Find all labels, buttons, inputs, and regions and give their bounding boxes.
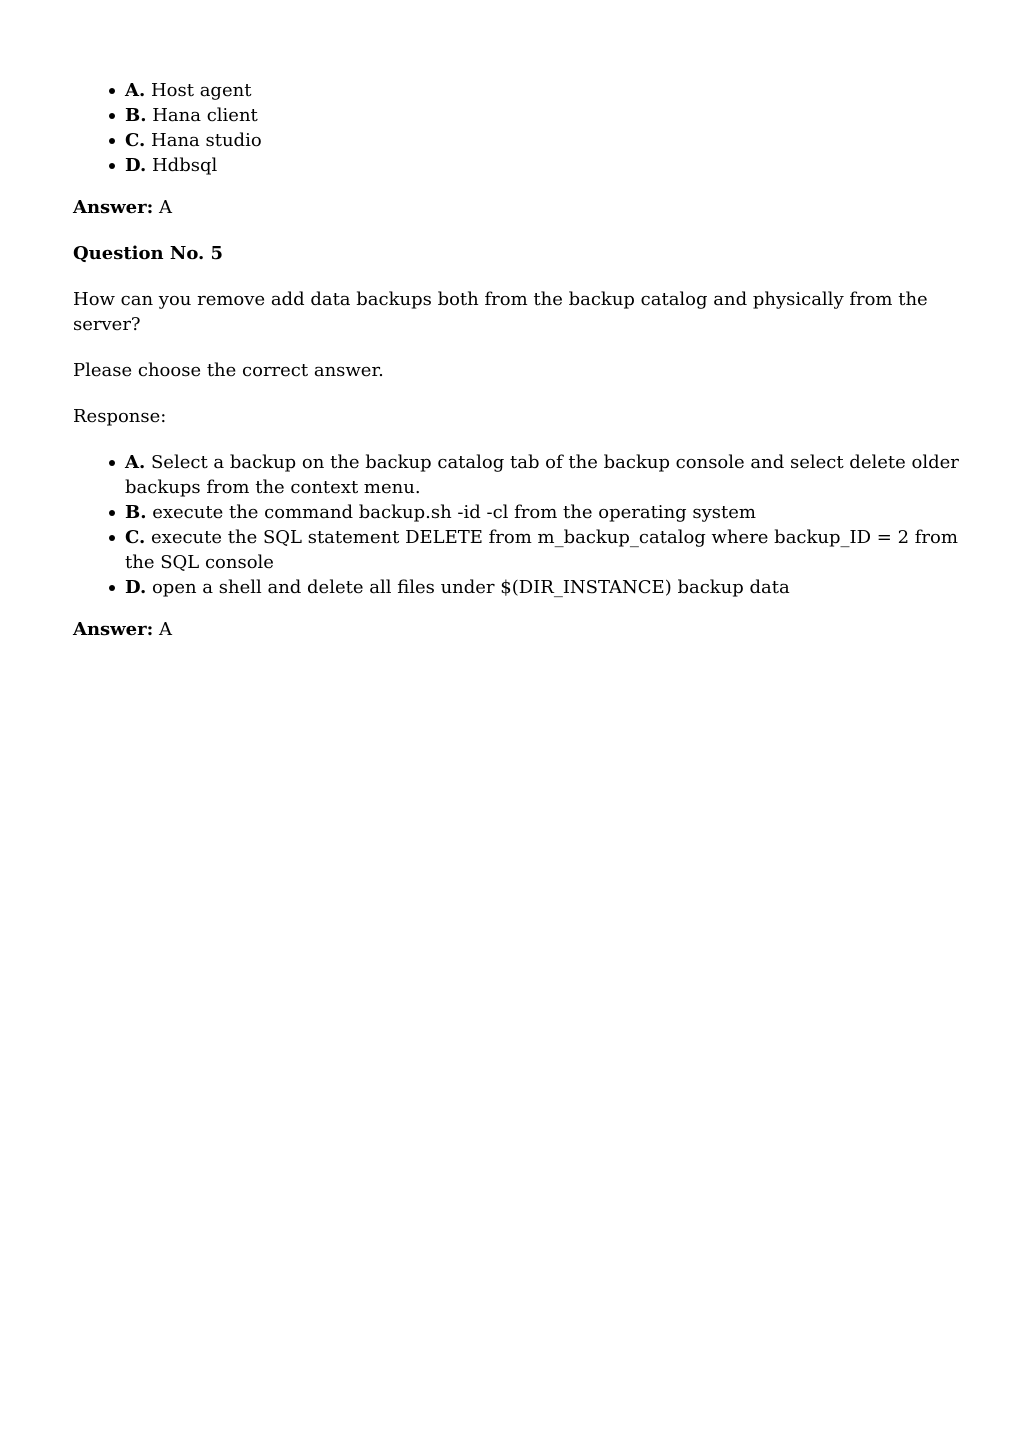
option-d xyxy=(125,153,964,178)
option-c xyxy=(125,128,964,153)
question-5-title: Question No. 5 xyxy=(73,243,224,264)
option-a xyxy=(125,78,964,103)
question-5-options xyxy=(73,450,964,600)
option-letter: A. xyxy=(125,80,146,101)
option-letter: B. xyxy=(125,105,147,126)
answer-value: A xyxy=(159,197,172,218)
option-text: Hana client xyxy=(152,105,258,126)
answer-label: Answer: xyxy=(73,619,154,640)
option-text: open a shell and delete all files under $(DIR_INSTANCE) backup data xyxy=(151,577,790,598)
option-b xyxy=(125,500,964,525)
option-text: execute the command backup.sh -id -cl from the operating system xyxy=(152,502,757,523)
option-a xyxy=(125,450,964,500)
question-4-options xyxy=(73,78,964,178)
answer-label: Answer: xyxy=(73,197,154,218)
option-d xyxy=(125,575,964,600)
question-5-text: How can you remove add data backups both from the backup catalog and physically from the server? xyxy=(73,289,928,335)
option-text: execute the SQL statement DELETE from m_backup_catalog where backup_ID = 2 from the SQL console xyxy=(125,527,958,573)
option-text: Hdbsql xyxy=(151,155,218,176)
option-letter: D. xyxy=(125,155,147,176)
option-b xyxy=(125,103,964,128)
option-text: Hana studio xyxy=(151,130,262,151)
response-label: Response: xyxy=(73,406,167,427)
option-c xyxy=(125,525,964,575)
option-letter: A. xyxy=(125,452,146,473)
question-4-answer xyxy=(73,195,964,220)
option-letter: D. xyxy=(125,577,147,598)
question-5-answer xyxy=(73,617,964,642)
option-letter: C. xyxy=(125,527,146,548)
question-5-instruction: Please choose the correct answer. xyxy=(73,360,384,381)
option-text: Host agent xyxy=(150,80,252,101)
option-letter: B. xyxy=(125,502,147,523)
option-text: Select a backup on the backup catalog tab of the backup console and select delete older backups from the context menu. xyxy=(125,452,959,498)
answer-value: A xyxy=(159,619,172,640)
option-letter: C. xyxy=(125,130,146,151)
